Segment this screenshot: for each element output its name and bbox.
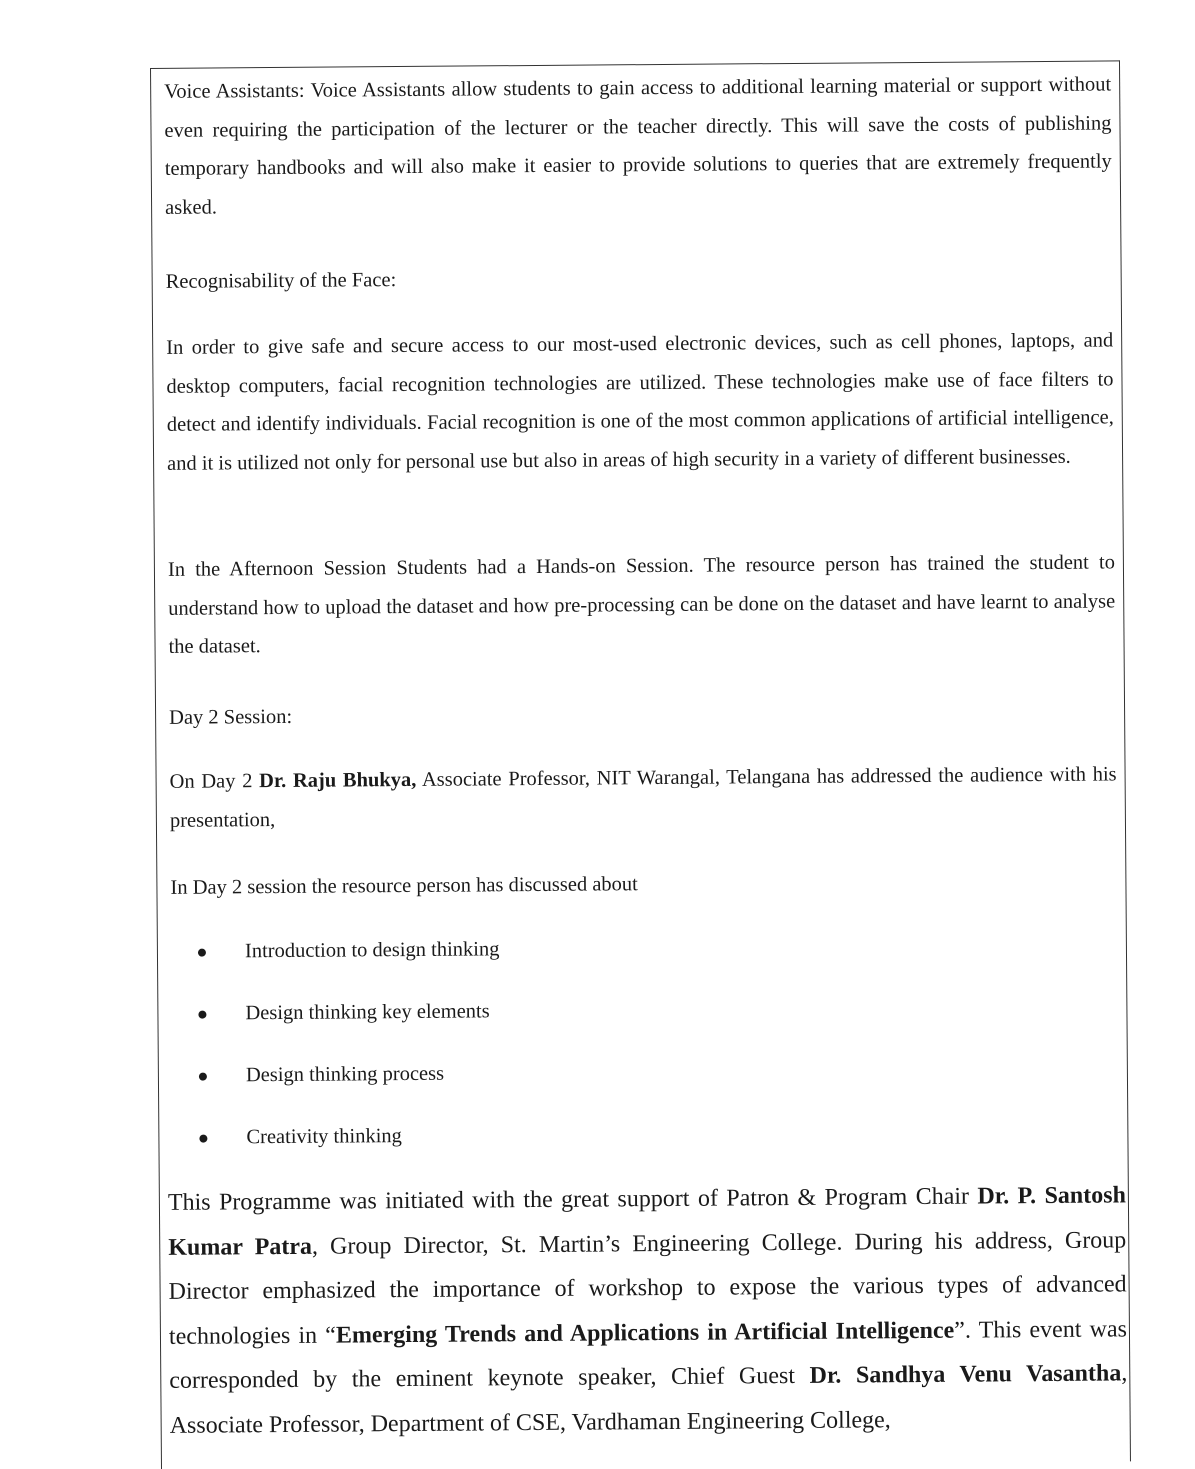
patron-name: Dr. P. Santosh Kumar Patra	[168, 1182, 1126, 1261]
topic-label: Design thinking process	[245, 1062, 445, 1087]
list-item	[199, 1054, 501, 1118]
programme-text-2: , Group Director, St. Martin’s Engineering College. During his address, Group Director emphasized the importance of workshop to expose the various types of advanced technologies in “	[168, 1226, 1127, 1350]
chief-guest-name: Dr. Sandhya Venu Vasantha	[809, 1360, 1122, 1389]
day2-intro-paragraph	[169, 755, 1117, 839]
topics-list	[198, 930, 501, 1180]
face-heading: Recognisability of the Face:	[165, 269, 397, 293]
programme-text-4: , Associate Professor, Department of CSE, Vardhaman Engineering College,	[169, 1360, 1128, 1439]
programme-paragraph	[168, 1173, 1128, 1448]
list-item	[198, 992, 500, 1056]
topic-label: Creativity thinking	[246, 1125, 402, 1149]
day2-heading: Day 2 Session:	[169, 705, 293, 729]
bullet-dot-icon	[198, 1011, 206, 1019]
bullet-dot-icon	[199, 1135, 207, 1143]
day2-speaker-name: Dr. Raju Bhukya,	[259, 768, 417, 793]
workshop-title: Emerging Trends and Applications in Artificial Intelligence	[335, 1317, 955, 1349]
face-recognition-paragraph: In order to give safe and secure access to our most-used electronic devices, such as cell phones, laptops, and desktop computers, facial recognition technologies are utilized. These technologies make use of face filters to detect and identify individuals. Facial recognition is one of the most common applications of artificial intelligence, and it is utilized not only for personal use but also in areas of high security in a variety of different businesses.	[166, 329, 1114, 475]
programme-text-1: This Programme was initiated with the great support of Patron & Program Chair	[167, 1183, 978, 1216]
programme-text-3: ”. This event was corresponded by the eminent keynote speaker, Chief Guest	[169, 1315, 1128, 1394]
voice-assistants-paragraph: Voice Assistants: Voice Assistants allow students to gain access to additional learning material or support without even requiring the participation of the lecturer or the teacher directly. This will save the costs of publishing temporary handbooks and will also make it easier to provide solutions to queries that are extremely frequently asked.	[164, 73, 1112, 219]
list-item	[199, 1116, 501, 1180]
list-item	[198, 930, 500, 994]
bullet-dot-icon	[199, 1073, 207, 1081]
topic-label: Design thinking key elements	[245, 1000, 490, 1025]
day2-intro-suffix: Associate Professor, NIT Warangal, Telangana has addressed the audience with his presentation,	[169, 763, 1117, 832]
day2-intro-prefix: On Day 2	[169, 770, 260, 793]
day2-discussed-line: In Day 2 session the resource person has discussed about	[170, 873, 638, 899]
document-frame	[150, 60, 1131, 1469]
bullet-dot-icon	[198, 949, 206, 957]
afternoon-session-paragraph: In the Afternoon Session Students had a Hands-on Session. The resource person has trained the student to understand how to upload the dataset and how pre-processing can be done on the dataset and have learnt to analyse the dataset.	[167, 551, 1116, 658]
topic-label: Introduction to design thinking	[244, 938, 500, 963]
